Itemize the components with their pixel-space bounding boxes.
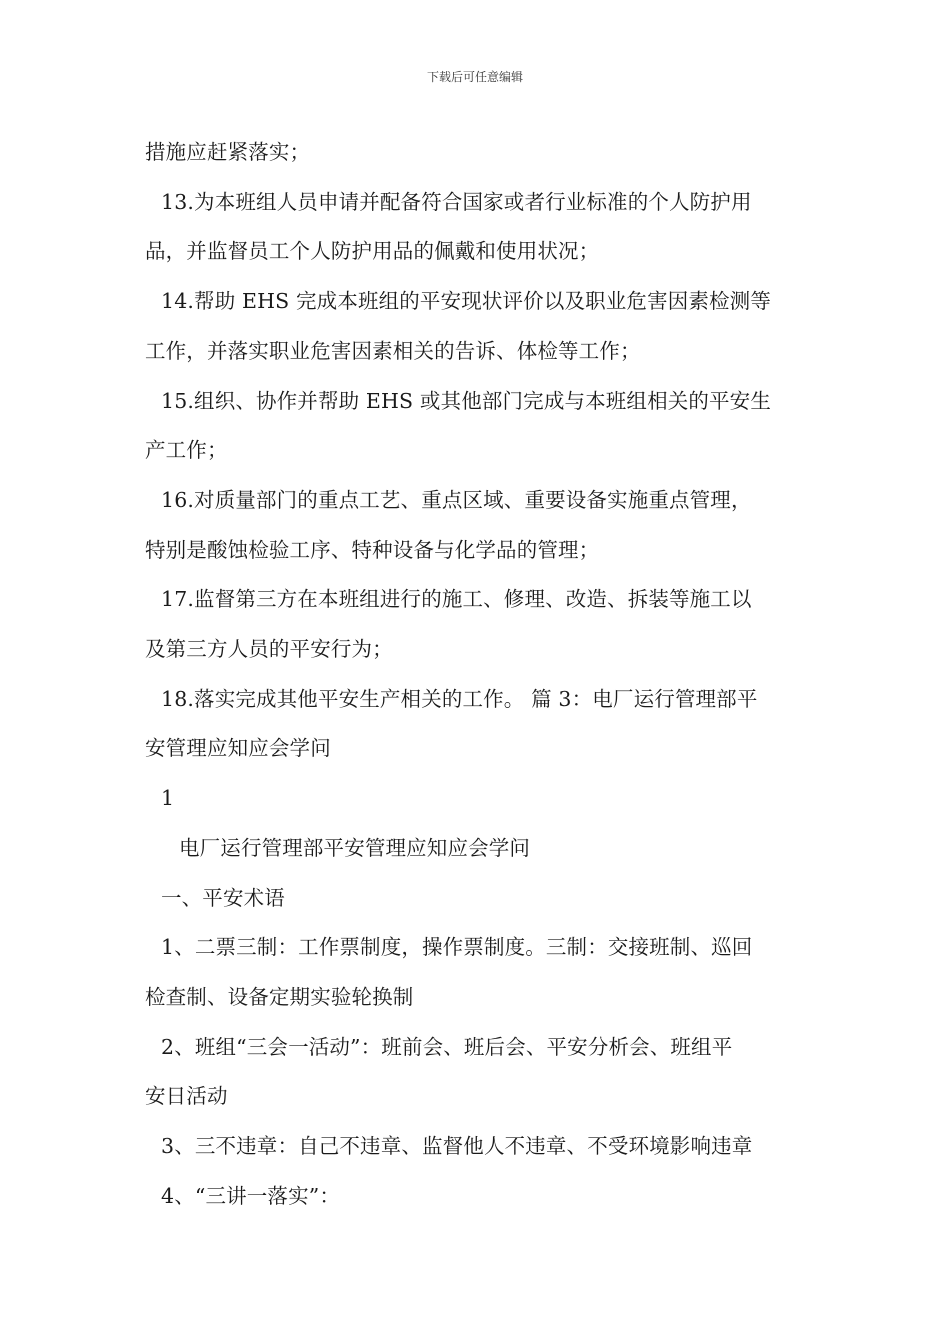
text-line: 2、班组“三会一活动”：班前会、班后会、平安分析会、班组平 — [161, 1034, 733, 1059]
text-line: 15.组织、协作并帮助 EHS 或其他部门完成与本班组相关的平安生 — [161, 388, 771, 413]
text-line: 1 — [161, 786, 175, 811]
text-line: 1、二票三制：工作票制度，操作票制度。三制：交接班制、巡回 — [161, 935, 753, 960]
text-line: 安管理应知应会学问 — [145, 736, 331, 761]
text-line: 16.对质量部门的重点工艺、重点区域、重要设备实施重点管理， — [161, 487, 752, 512]
text-line: 产工作； — [145, 438, 228, 463]
text-line: 3、三不违章：自己不违章、监督他人不违章、不受环境影响违章 — [161, 1134, 753, 1159]
text-line: 4、“三讲一落实”： — [161, 1183, 341, 1208]
text-line: 工作，并落实职业危害因素相关的告诉、体检等工作； — [145, 338, 641, 363]
text-line: 安日活动 — [145, 1084, 228, 1109]
text-line: 品，并监督员工个人防护用品的佩戴和使用状况； — [145, 239, 600, 264]
text-line: 措施应赶紧落实； — [145, 140, 311, 164]
text-line: 14.帮助 EHS 完成本班组的平安现状评价以及职业危害因素检测等 — [161, 289, 771, 314]
text-line: 18.落实完成其他平安生产相关的工作。 篇 3：电厂运行管理部平 — [161, 686, 758, 711]
text-line: 特别是酸蚀检验工序、特种设备与化学品的管理； — [145, 537, 600, 562]
text-line: 一、平安术语 — [161, 885, 285, 910]
text-line: 检查制、设备定期实验轮换制 — [145, 984, 414, 1009]
text-line: 及第三方人员的平安行为； — [145, 637, 393, 662]
text-line: 17.监督第三方在本班组进行的施工、修理、改造、拆装等施工以 — [161, 587, 752, 612]
text-line: 电厂运行管理部平安管理应知应会学问 — [179, 835, 531, 860]
page-header: 下载后可任意编辑 — [426, 70, 523, 84]
document-body — [145, 128, 810, 1221]
text-line: 13.为本班组人员申请并配备符合国家或者行业标准的个人防护用 — [161, 189, 752, 214]
